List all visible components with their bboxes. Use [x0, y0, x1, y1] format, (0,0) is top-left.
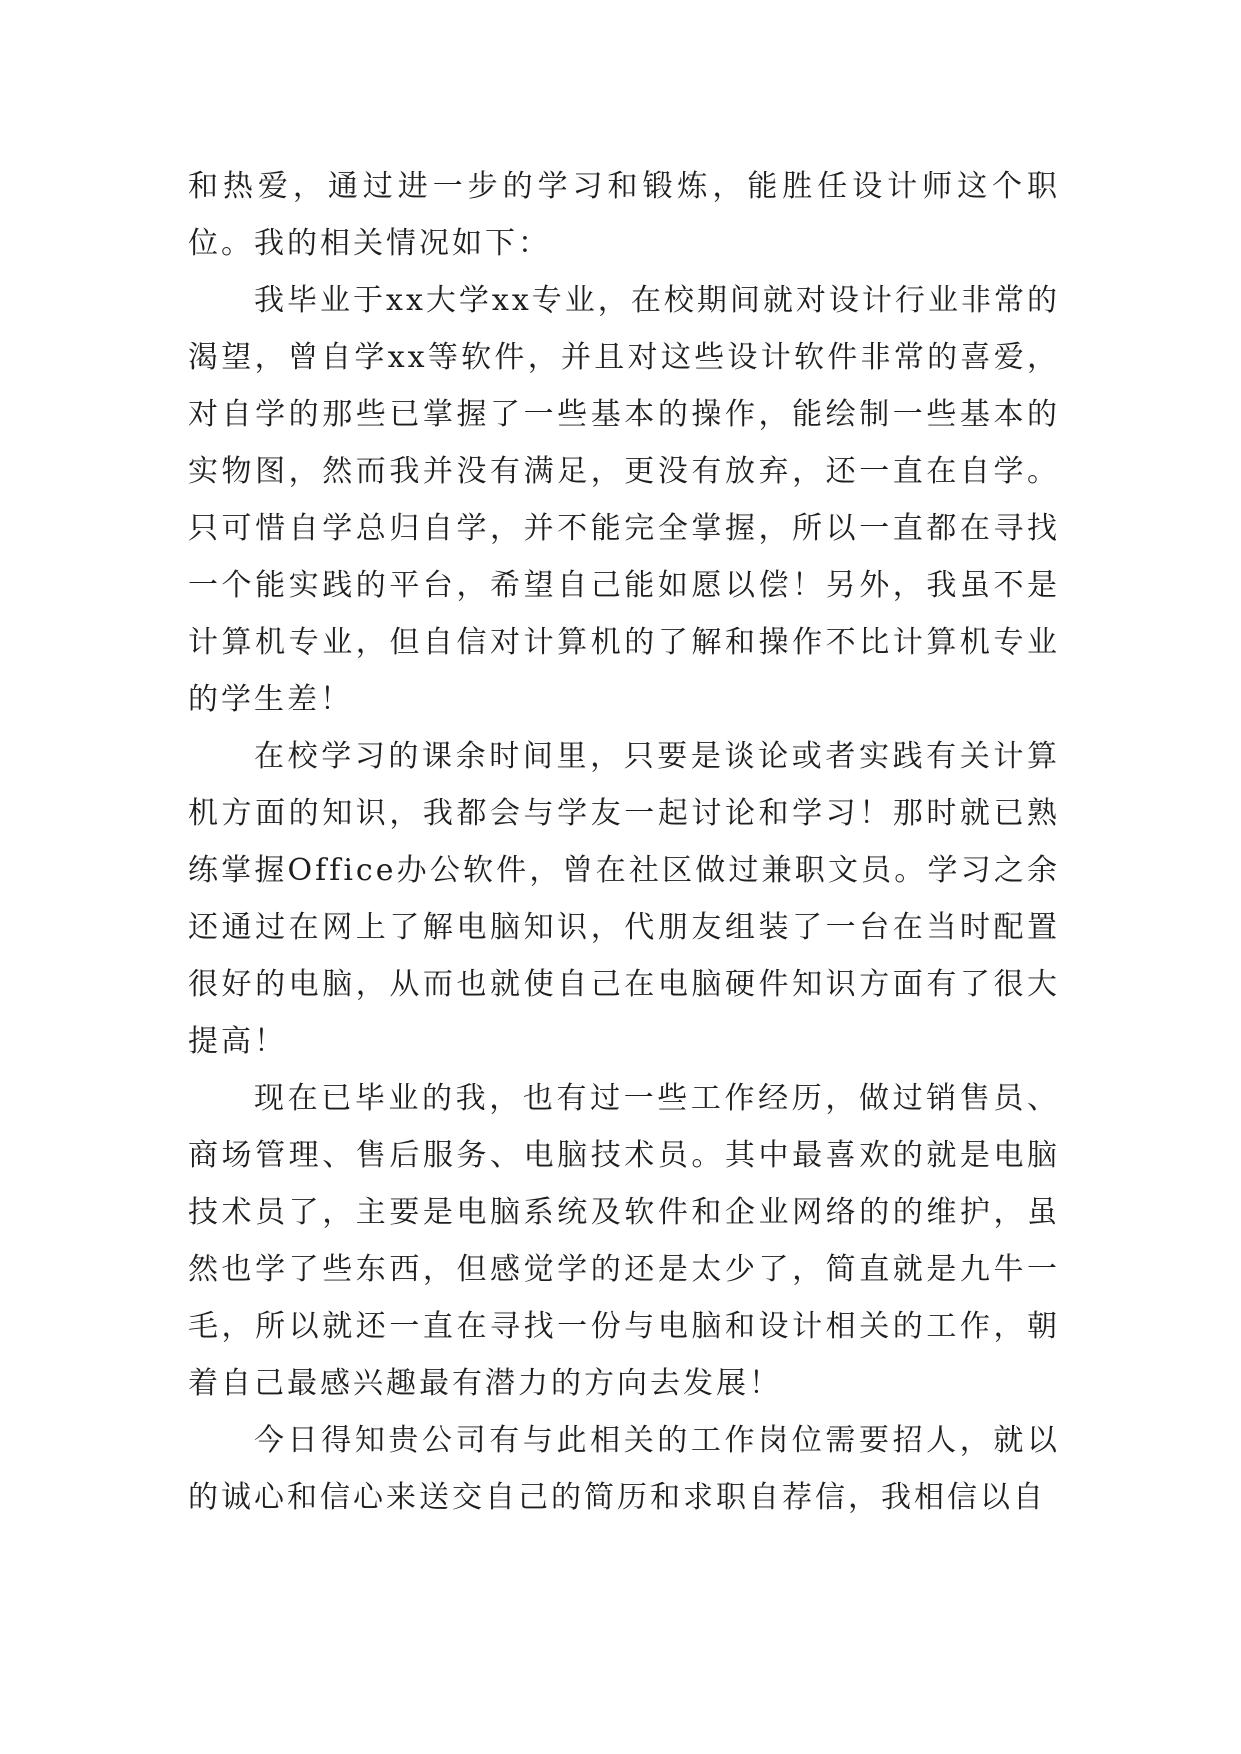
document-body [188, 158, 1060, 1526]
paragraph-work-experience: 现在已毕业的我，也有过一些工作经历，做过销售员、商场管理、售后服务、电脑技术员。其中最喜欢的就是电脑技术员了，主要是电脑系统及软件和企业网络的的维护，虽然也学了些东西，但感觉学的还是太少了，简直就是九牛一毛，所以就还一直在寻找一份与电脑和设计相关的工作，朝着自己最感兴趣最有潜力的方向去发展！ [188, 1081, 1060, 1401]
paragraph-education: 我毕业于xx大学xx专业，在校期间就对设计行业非常的渴望，曾自学xx等软件，并且对这些设计软件非常的喜爱，对自学的那些已掌握了一些基本的操作，能绘制一些基本的实物图，然而我并没有满足，更没有放弃，还一直在自学。只可惜自学总归自学，并不能完全掌握，所以一直都在寻找一个能实践的平台，希望自己能如愿以偿！另外，我虽不是计算机专业，但自信对计算机的了解和操作不比计算机专业的学生差！ [188, 283, 1060, 717]
paragraph-campus-study: 在校学习的课余时间里，只要是谈论或者实践有关计算机方面的知识，我都会与学友一起讨论和学习！那时就已熟练掌握Office办公软件，曾在社区做过兼职文员。学习之余还通过在网上了解电脑知识，代朋友组装了一台在当时配置很好的电脑，从而也就使自己在电脑硬件知识方面有了很大提高！ [188, 739, 1060, 1059]
paragraph-application: 今日得知贵公司有与此相关的工作岗位需要招人，就以的诚心和信心来送交自己的简历和求职自荐信，我相信以自 [188, 1423, 1060, 1515]
paragraph-continuation: 和热爱，通过进一步的学习和锻炼，能胜任设计师这个职位。我的相关情况如下： [188, 169, 1060, 261]
